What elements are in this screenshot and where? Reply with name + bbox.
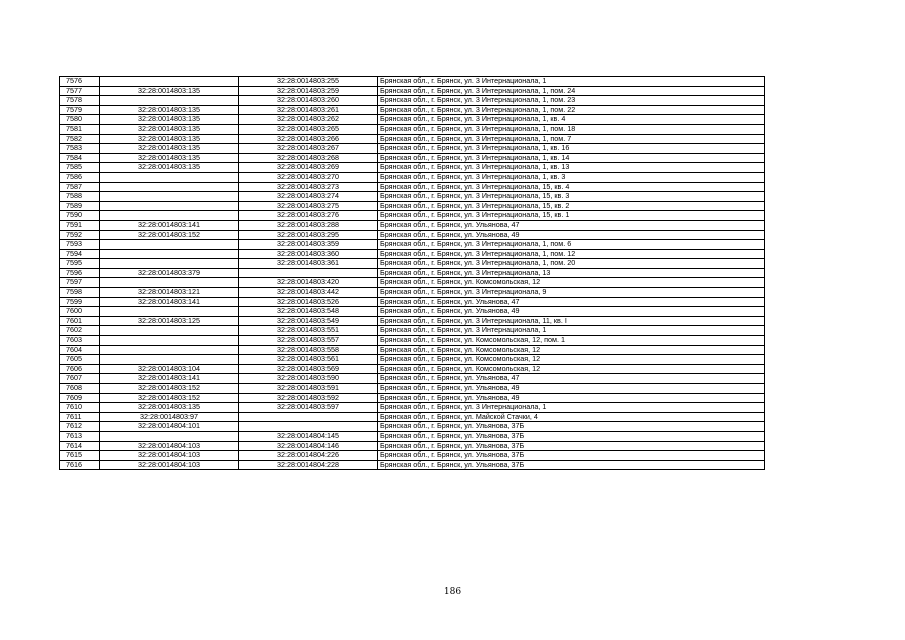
address-cell: Брянская обл., г. Брянск, ул. Ульянова, 49 <box>378 307 765 317</box>
cadastral-number-cell: 32:28:0014803:276 <box>239 211 378 221</box>
address-cell: Брянская обл., г. Брянск, ул. Майской Стачки, 4 <box>378 412 765 422</box>
table-row <box>60 182 765 192</box>
row-number-cell: 7614 <box>60 441 100 451</box>
table-row <box>60 86 765 96</box>
row-number-cell: 7576 <box>60 77 100 87</box>
cadastral-number-cell: 32:28:0014803:255 <box>239 77 378 87</box>
table-row <box>60 230 765 240</box>
address-cell: Брянская обл., г. Брянск, ул. 3 Интернационала, 1 <box>378 403 765 413</box>
table-row <box>60 288 765 298</box>
table-row <box>60 316 765 326</box>
cadastral-number-cell: 32:28:0014803:526 <box>239 297 378 307</box>
table-row <box>60 326 765 336</box>
row-number-cell: 7587 <box>60 182 100 192</box>
address-cell: Брянская обл., г. Брянск, ул. 3 Интернационала, 1, пом. 23 <box>378 96 765 106</box>
cadastral-number-cell: 32:28:0014803:269 <box>239 163 378 173</box>
row-number-cell: 7596 <box>60 268 100 278</box>
table-row <box>60 268 765 278</box>
cadastral-number-cell: 32:28:0014803:591 <box>239 384 378 394</box>
cadastral-number-cell: 32:28:0014803:569 <box>239 364 378 374</box>
row-number-cell: 7580 <box>60 115 100 125</box>
cadastral-number-cell: 32:28:0014803:597 <box>239 403 378 413</box>
table-row <box>60 240 765 250</box>
cadastral-number-cell <box>239 412 378 422</box>
row-number-cell: 7615 <box>60 451 100 461</box>
parent-cadastral-number-cell <box>100 431 239 441</box>
cadastral-number-cell: 32:28:0014804:228 <box>239 460 378 470</box>
table-row <box>60 96 765 106</box>
parent-cadastral-number-cell <box>100 211 239 221</box>
cadastral-number-cell: 32:28:0014803:275 <box>239 201 378 211</box>
parent-cadastral-number-cell: 32:28:0014803:141 <box>100 220 239 230</box>
row-number-cell: 7606 <box>60 364 100 374</box>
row-number-cell: 7613 <box>60 431 100 441</box>
table-row <box>60 364 765 374</box>
address-cell: Брянская обл., г. Брянск, ул. 3 Интернационала, 1, пом. 12 <box>378 249 765 259</box>
row-number-cell: 7584 <box>60 153 100 163</box>
parent-cadastral-number-cell: 32:28:0014803:152 <box>100 384 239 394</box>
address-cell: Брянская обл., г. Брянск, ул. 3 Интернационала, 15, кв. 3 <box>378 192 765 202</box>
cadastral-number-cell <box>239 268 378 278</box>
table-row <box>60 163 765 173</box>
parent-cadastral-number-cell <box>100 249 239 259</box>
cadastral-number-cell: 32:28:0014803:262 <box>239 115 378 125</box>
cadastral-number-cell: 32:28:0014803:261 <box>239 105 378 115</box>
parent-cadastral-number-cell: 32:28:0014803:97 <box>100 412 239 422</box>
row-number-cell: 7594 <box>60 249 100 259</box>
page-number: 186 <box>443 587 462 597</box>
cadastral-number-cell: 32:28:0014803:360 <box>239 249 378 259</box>
address-cell: Брянская обл., г. Брянск, ул. Ульянова, 47 <box>378 220 765 230</box>
parent-cadastral-number-cell <box>100 240 239 250</box>
table-row <box>60 134 765 144</box>
address-cell: Брянская обл., г. Брянск, ул. 3 Интернационала, 11, кв. I <box>378 316 765 326</box>
row-number-cell: 7593 <box>60 240 100 250</box>
parent-cadastral-number-cell: 32:28:0014804:103 <box>100 451 239 461</box>
table-row <box>60 153 765 163</box>
address-cell: Брянская обл., г. Брянск, ул. 3 Интернационала, 1, кв. 3 <box>378 172 765 182</box>
row-number-cell: 7604 <box>60 345 100 355</box>
row-number-cell: 7582 <box>60 134 100 144</box>
table-row <box>60 355 765 365</box>
address-cell: Брянская обл., г. Брянск, ул. 3 Интернационала, 1, пом. 18 <box>378 124 765 134</box>
address-cell: Брянская обл., г. Брянск, ул. 3 Интернационала, 1, кв. 13 <box>378 163 765 173</box>
row-number-cell: 7579 <box>60 105 100 115</box>
cadastral-number-cell: 32:28:0014803:558 <box>239 345 378 355</box>
row-number-cell: 7598 <box>60 288 100 298</box>
cadastral-number-cell: 32:28:0014803:420 <box>239 278 378 288</box>
address-cell: Брянская обл., г. Брянск, ул. 3 Интернационала, 1, пом. 24 <box>378 86 765 96</box>
address-cell: Брянская обл., г. Брянск, ул. 3 Интернационала, 9 <box>378 288 765 298</box>
cadastral-number-cell: 32:28:0014803:260 <box>239 96 378 106</box>
table-row <box>60 249 765 259</box>
address-cell: Брянская обл., г. Брянск, ул. Ульянова, 37Б <box>378 441 765 451</box>
parent-cadastral-number-cell: 32:28:0014803:141 <box>100 374 239 384</box>
table-row <box>60 393 765 403</box>
table-row <box>60 115 765 125</box>
address-cell: Брянская обл., г. Брянск, ул. 3 Интернационала, 1, кв. 4 <box>378 115 765 125</box>
row-number-cell: 7605 <box>60 355 100 365</box>
table-row <box>60 374 765 384</box>
table-body <box>60 77 765 470</box>
address-cell: Брянская обл., г. Брянск, ул. 3 Интернационала, 1 <box>378 326 765 336</box>
address-cell: Брянская обл., г. Брянск, ул. Ульянова, 37Б <box>378 422 765 432</box>
parent-cadastral-number-cell: 32:28:0014803:135 <box>100 105 239 115</box>
row-number-cell: 7577 <box>60 86 100 96</box>
address-cell: Брянская обл., г. Брянск, ул. Комсомольская, 12 <box>378 364 765 374</box>
row-number-cell: 7610 <box>60 403 100 413</box>
row-number-cell: 7597 <box>60 278 100 288</box>
parent-cadastral-number-cell <box>100 77 239 87</box>
cadastral-number-cell: 32:28:0014803:295 <box>239 230 378 240</box>
address-cell: Брянская обл., г. Брянск, ул. Ульянова, 49 <box>378 384 765 394</box>
address-cell: Брянская обл., г. Брянск, ул. Комсомольская, 12 <box>378 278 765 288</box>
cadastral-number-cell: 32:28:0014803:274 <box>239 192 378 202</box>
address-cell: Брянская обл., г. Брянск, ул. 3 Интернационала, 13 <box>378 268 765 278</box>
address-cell: Брянская обл., г. Брянск, ул. Ульянова, 47 <box>378 374 765 384</box>
parent-cadastral-number-cell <box>100 192 239 202</box>
address-cell: Брянская обл., г. Брянск, ул. Ульянова, 37Б <box>378 460 765 470</box>
table-row <box>60 431 765 441</box>
table-row <box>60 441 765 451</box>
parent-cadastral-number-cell: 32:28:0014803:135 <box>100 134 239 144</box>
parent-cadastral-number-cell: 32:28:0014803:104 <box>100 364 239 374</box>
parent-cadastral-number-cell <box>100 182 239 192</box>
address-cell: Брянская обл., г. Брянск, ул. 3 Интернационала, 1, кв. 14 <box>378 153 765 163</box>
cadastral-number-cell: 32:28:0014803:548 <box>239 307 378 317</box>
parent-cadastral-number-cell: 32:28:0014803:135 <box>100 124 239 134</box>
table-row <box>60 460 765 470</box>
address-cell: Брянская обл., г. Брянск, ул. 3 Интернационала, 1, пом. 7 <box>378 134 765 144</box>
parent-cadastral-number-cell: 32:28:0014803:125 <box>100 316 239 326</box>
table-row <box>60 201 765 211</box>
table-row <box>60 422 765 432</box>
row-number-cell: 7599 <box>60 297 100 307</box>
row-number-cell: 7616 <box>60 460 100 470</box>
row-number-cell: 7607 <box>60 374 100 384</box>
parent-cadastral-number-cell <box>100 345 239 355</box>
table-row <box>60 307 765 317</box>
address-cell: Брянская обл., г. Брянск, ул. Ульянова, 49 <box>378 393 765 403</box>
parent-cadastral-number-cell: 32:28:0014803:152 <box>100 230 239 240</box>
row-number-cell: 7611 <box>60 412 100 422</box>
cadastral-number-cell: 32:28:0014803:265 <box>239 124 378 134</box>
row-number-cell: 7588 <box>60 192 100 202</box>
cadastral-number-cell: 32:28:0014803:590 <box>239 374 378 384</box>
parent-cadastral-number-cell: 32:28:0014804:103 <box>100 460 239 470</box>
table-row <box>60 412 765 422</box>
address-cell: Брянская обл., г. Брянск, ул. Комсомольская, 12 <box>378 345 765 355</box>
table-row <box>60 77 765 87</box>
table-row <box>60 297 765 307</box>
table-row <box>60 384 765 394</box>
cadastral-number-cell: 32:28:0014803:259 <box>239 86 378 96</box>
address-cell: Брянская обл., г. Брянск, ул. 3 Интернационала, 15, кв. 2 <box>378 201 765 211</box>
parent-cadastral-number-cell <box>100 201 239 211</box>
parent-cadastral-number-cell <box>100 307 239 317</box>
cadastral-number-cell: 32:28:0014803:561 <box>239 355 378 365</box>
parent-cadastral-number-cell: 32:28:0014803:135 <box>100 86 239 96</box>
parent-cadastral-number-cell: 32:28:0014803:135 <box>100 403 239 413</box>
address-cell: Брянская обл., г. Брянск, ул. Ульянова, 37Б <box>378 431 765 441</box>
address-cell: Брянская обл., г. Брянск, ул. 3 Интернационала, 15, кв. 1 <box>378 211 765 221</box>
cadastral-number-cell: 32:28:0014804:226 <box>239 451 378 461</box>
cadastral-number-cell: 32:28:0014804:145 <box>239 431 378 441</box>
table-row <box>60 259 765 269</box>
cadastral-number-cell <box>239 422 378 432</box>
parent-cadastral-number-cell: 32:28:0014803:141 <box>100 297 239 307</box>
table-row <box>60 220 765 230</box>
address-cell: Брянская обл., г. Брянск, ул. Комсомольская, 12 <box>378 355 765 365</box>
parent-cadastral-number-cell <box>100 336 239 346</box>
cadastral-number-cell: 32:28:0014803:270 <box>239 172 378 182</box>
table-row <box>60 211 765 221</box>
address-cell: Брянская обл., г. Брянск, ул. Ульянова, 37Б <box>378 451 765 461</box>
row-number-cell: 7585 <box>60 163 100 173</box>
parent-cadastral-number-cell: 32:28:0014803:379 <box>100 268 239 278</box>
table-row <box>60 144 765 154</box>
address-cell: Брянская обл., г. Брянск, ул. 3 Интернационала, 15, кв. 4 <box>378 182 765 192</box>
cadastral-number-cell: 32:28:0014804:146 <box>239 441 378 451</box>
row-number-cell: 7595 <box>60 259 100 269</box>
cadastral-number-cell: 32:28:0014803:359 <box>239 240 378 250</box>
cadastral-number-cell: 32:28:0014803:273 <box>239 182 378 192</box>
row-number-cell: 7583 <box>60 144 100 154</box>
cadastral-number-cell: 32:28:0014803:266 <box>239 134 378 144</box>
row-number-cell: 7578 <box>60 96 100 106</box>
row-number-cell: 7589 <box>60 201 100 211</box>
cadastral-number-cell: 32:28:0014803:267 <box>239 144 378 154</box>
address-cell: Брянская обл., г. Брянск, ул. 3 Интернационала, 1, кв. 16 <box>378 144 765 154</box>
parent-cadastral-number-cell <box>100 96 239 106</box>
parent-cadastral-number-cell: 32:28:0014803:135 <box>100 153 239 163</box>
row-number-cell: 7602 <box>60 326 100 336</box>
table-row <box>60 403 765 413</box>
table-row <box>60 278 765 288</box>
parent-cadastral-number-cell: 32:28:0014803:152 <box>100 393 239 403</box>
table-row <box>60 451 765 461</box>
address-cell: Брянская обл., г. Брянск, ул. 3 Интернационала, 1, пом. 20 <box>378 259 765 269</box>
table-row <box>60 172 765 182</box>
row-number-cell: 7609 <box>60 393 100 403</box>
parent-cadastral-number-cell: 32:28:0014803:121 <box>100 288 239 298</box>
address-cell: Брянская обл., г. Брянск, ул. 3 Интернационала, 1 <box>378 77 765 87</box>
address-cell: Брянская обл., г. Брянск, ул. 3 Интернационала, 1, пом. 6 <box>378 240 765 250</box>
parent-cadastral-number-cell: 32:28:0014803:135 <box>100 163 239 173</box>
parent-cadastral-number-cell: 32:28:0014804:101 <box>100 422 239 432</box>
parent-cadastral-number-cell: 32:28:0014804:103 <box>100 441 239 451</box>
address-cell: Брянская обл., г. Брянск, ул. Ульянова, 49 <box>378 230 765 240</box>
row-number-cell: 7592 <box>60 230 100 240</box>
row-number-cell: 7586 <box>60 172 100 182</box>
parent-cadastral-number-cell: 32:28:0014803:135 <box>100 144 239 154</box>
table-row <box>60 336 765 346</box>
row-number-cell: 7581 <box>60 124 100 134</box>
cadastral-number-cell: 32:28:0014803:551 <box>239 326 378 336</box>
table-row <box>60 105 765 115</box>
parent-cadastral-number-cell <box>100 278 239 288</box>
table-row <box>60 124 765 134</box>
parent-cadastral-number-cell <box>100 355 239 365</box>
row-number-cell: 7601 <box>60 316 100 326</box>
cadastral-number-cell: 32:28:0014803:592 <box>239 393 378 403</box>
cadastral-number-cell: 32:28:0014803:268 <box>239 153 378 163</box>
address-cell: Брянская обл., г. Брянск, ул. Ульянова, 47 <box>378 297 765 307</box>
cadastral-number-cell: 32:28:0014803:288 <box>239 220 378 230</box>
row-number-cell: 7600 <box>60 307 100 317</box>
address-cell: Брянская обл., г. Брянск, ул. 3 Интернационала, 1, пом. 22 <box>378 105 765 115</box>
table-row <box>60 192 765 202</box>
row-number-cell: 7612 <box>60 422 100 432</box>
row-number-cell: 7590 <box>60 211 100 221</box>
cadastral-table <box>59 76 765 470</box>
cadastral-number-cell: 32:28:0014803:361 <box>239 259 378 269</box>
table-row <box>60 345 765 355</box>
parent-cadastral-number-cell <box>100 259 239 269</box>
cadastral-number-cell: 32:28:0014803:549 <box>239 316 378 326</box>
parent-cadastral-number-cell <box>100 172 239 182</box>
cadastral-number-cell: 32:28:0014803:557 <box>239 336 378 346</box>
row-number-cell: 7591 <box>60 220 100 230</box>
row-number-cell: 7608 <box>60 384 100 394</box>
parent-cadastral-number-cell <box>100 326 239 336</box>
cadastral-number-cell: 32:28:0014803:442 <box>239 288 378 298</box>
parent-cadastral-number-cell: 32:28:0014803:135 <box>100 115 239 125</box>
address-cell: Брянская обл., г. Брянск, ул. Комсомольская, 12, пом. 1 <box>378 336 765 346</box>
row-number-cell: 7603 <box>60 336 100 346</box>
